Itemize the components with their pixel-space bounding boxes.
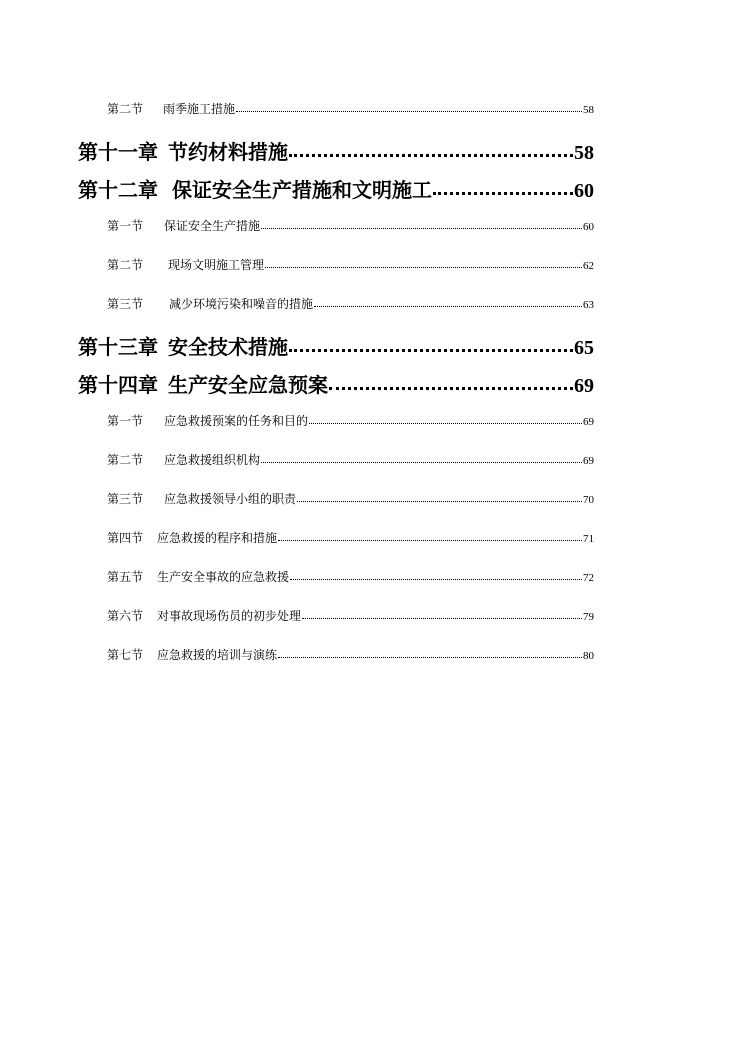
dot-leader (289, 331, 573, 357)
toc-entry-number: 第七节 (107, 648, 144, 662)
toc-entry-number: 第十一章 (78, 140, 158, 164)
toc-entry-number: 第二节 (107, 453, 144, 467)
dot-leader (314, 295, 582, 311)
dot-leader (261, 451, 582, 467)
dot-leader (265, 256, 582, 272)
toc-entry-section[interactable] (107, 607, 594, 623)
dot-leader (302, 607, 582, 623)
toc-entry-title: 对事故现场伤员的初步处理 (157, 609, 302, 623)
toc-entry-number: 第二节 (107, 102, 144, 116)
toc-entry-page: 60 (574, 180, 594, 202)
toc-entry-title: 节约材料措施 (168, 140, 288, 164)
toc-entry-title: 生产安全事故的应急救援 (157, 570, 290, 584)
toc-entry-page: 60 (583, 221, 594, 233)
toc-entry-section[interactable] (107, 451, 594, 467)
toc-entry-title: 应急救援预案的任务和目的 (164, 414, 309, 428)
toc-entry-title: 应急救援的程序和措施 (157, 531, 278, 545)
toc-entry-page: 58 (574, 142, 594, 164)
toc-entry-page: 62 (583, 260, 594, 272)
toc-entry-number: 第五节 (107, 570, 144, 584)
toc-entry-page: 70 (583, 494, 594, 506)
toc-entry-chapter[interactable] (78, 136, 594, 162)
toc-entry-number: 第十三章 (78, 335, 158, 359)
toc-entry-title: 生产安全应急预案 (168, 373, 328, 397)
toc-entry-title: 现场文明施工管理 (168, 258, 265, 272)
toc-entry-chapter[interactable] (78, 331, 594, 357)
dot-leader (433, 174, 573, 200)
toc-entry-number: 第十四章 (78, 373, 158, 397)
toc-entry-section[interactable] (107, 646, 594, 662)
toc-entry-page: 63 (583, 299, 594, 311)
toc-entry-title: 应急救援领导小组的职责 (164, 492, 297, 506)
toc-entry-section[interactable] (107, 529, 594, 545)
toc-entry-number: 第四节 (107, 531, 144, 545)
toc-entry-section[interactable] (107, 568, 594, 584)
toc-entry-page: 69 (574, 375, 594, 397)
toc-entry-section[interactable] (107, 100, 594, 116)
toc-entry-title: 安全技术措施 (168, 335, 288, 359)
toc-entry-number: 第三节 (107, 297, 144, 311)
toc-entry-title: 雨季施工措施 (163, 102, 236, 116)
toc-entry-number: 第三节 (107, 492, 144, 506)
toc-entry-section[interactable] (107, 256, 594, 272)
toc-entry-title: 应急救援的培训与演练 (157, 648, 278, 662)
toc-entry-title: 应急救援组织机构 (164, 453, 261, 467)
dot-leader (329, 369, 573, 395)
toc-entry-page: 72 (583, 572, 594, 584)
toc-entry-section[interactable] (107, 295, 594, 311)
dot-leader (297, 490, 582, 506)
toc-entry-page: 80 (583, 650, 594, 662)
toc-entry-number: 第二节 (107, 258, 144, 272)
toc-entry-page: 71 (583, 533, 594, 545)
toc-entry-number: 第一节 (107, 219, 144, 233)
toc-entry-number: 第六节 (107, 609, 144, 623)
dot-leader (236, 100, 582, 116)
toc-entry-page: 69 (583, 416, 594, 428)
dot-leader (278, 646, 582, 662)
dot-leader (290, 568, 582, 584)
toc-entry-page: 69 (583, 455, 594, 467)
toc-entry-chapter[interactable] (78, 369, 594, 395)
toc-entry-title: 保证安全生产措施和文明施工 (172, 178, 432, 202)
dot-leader (289, 136, 573, 162)
toc-entry-section[interactable] (107, 412, 594, 428)
toc-entry-number: 第一节 (107, 414, 144, 428)
dot-leader (278, 529, 582, 545)
toc-entry-section[interactable] (107, 217, 594, 233)
toc-entry-page: 58 (583, 104, 594, 116)
toc-entry-section[interactable] (107, 490, 594, 506)
toc-entry-title: 减少环境污染和噪音的措施 (169, 297, 314, 311)
toc-entry-chapter[interactable] (78, 174, 594, 200)
dot-leader (309, 412, 582, 428)
toc-entry-title: 保证安全生产措施 (164, 219, 261, 233)
toc-entry-page: 79 (583, 611, 594, 623)
toc-entry-page: 65 (574, 337, 594, 359)
toc-entry-number: 第十二章 (78, 178, 158, 202)
dot-leader (261, 217, 582, 233)
